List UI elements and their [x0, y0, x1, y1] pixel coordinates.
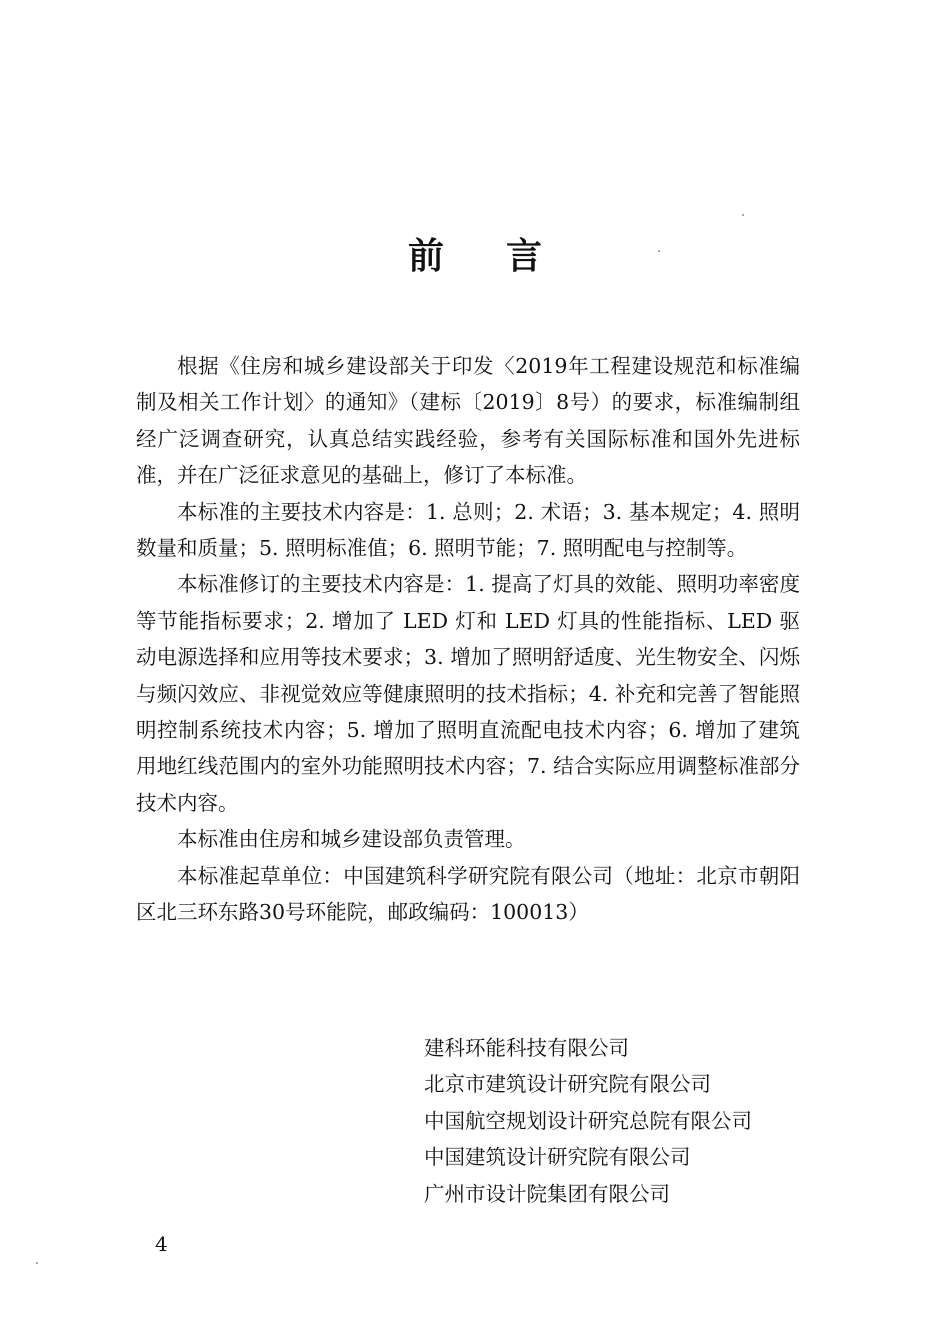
title-char-2: 言	[506, 236, 543, 277]
title-char-1: 前	[407, 236, 444, 277]
participating-unit: 建科环能科技有限公司	[424, 1036, 629, 1060]
participating-unit: 广州市设计院集团有限公司	[424, 1181, 670, 1206]
scan-speck	[658, 250, 660, 252]
participating-units-list	[424, 1030, 752, 1212]
paragraph-revision-contents: 本标准修订的主要技术内容是：1. 提高了灯具的效能、照明功率密度等节能指标要求；2. 增加了 LED 灯和 LED 灯具的性能指标、LED 驱动电源选择和应用等技术要求；3. 增加了照明舒适度、光生物安全、闪烁与频闪效应、非视觉效应等健康照明的技术指标；4. 补充和完善了智能照明控制系统技术内容；5. 增加了照明直流配电技术内容；6. 增加了建筑用地红线范围内的室外功能照明技术内容；7. 结合实际应用调整标准部分技术内容。	[136, 572, 800, 815]
page-title	[0, 232, 950, 282]
participating-unit: 中国建筑设计研究院有限公司	[424, 1145, 691, 1170]
scan-speck	[36, 1262, 38, 1264]
participating-unit: 中国航空规划设计研究总院有限公司	[424, 1108, 752, 1133]
scan-speck	[742, 214, 744, 216]
page-number: 4	[155, 1232, 168, 1256]
participating-unit: 北京市建筑设计研究院有限公司	[424, 1072, 711, 1097]
paragraph-basis: 根据《住房和城乡建设部关于印发〈2019年工程建设规范和标准编制及相关工作计划〉的通知》（建标〔2019〕8号）的要求，标准编制组经广泛调查研究，认真总结实践经验，参考有关国际标准和国外先进标准，并在广泛征求意见的基础上，修订了本标准。	[136, 354, 800, 488]
paragraph-drafting-unit: 本标准起草单位：中国建筑科学研究院有限公司（地址：北京市朝阳区北三环东路30号环能院，邮政编码：100013）	[136, 863, 800, 925]
paragraph-management: 本标准由住房和城乡建设部负责管理。	[177, 827, 526, 852]
paragraph-main-contents: 本标准的主要技术内容是：1. 总则；2. 术语；3. 基本规定；4. 照明数量和质量；5. 照明标准值；6. 照明节能；7. 照明配电与控制等。	[136, 499, 800, 561]
preface-body	[136, 348, 800, 931]
